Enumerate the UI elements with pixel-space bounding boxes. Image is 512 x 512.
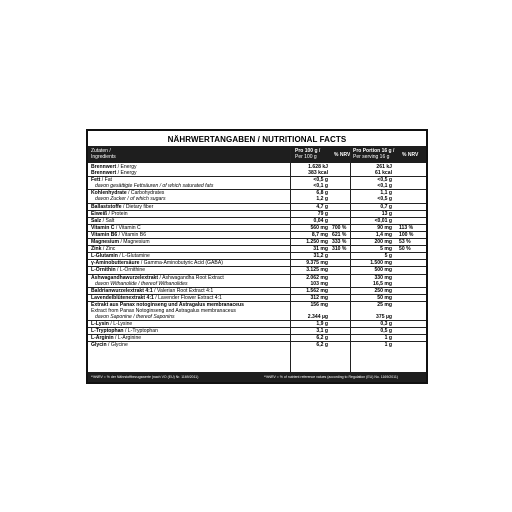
row-label-de: Ballaststoffe (91, 203, 122, 210)
column-divider (290, 146, 291, 372)
footer-note-en: *%NRV = % of nutrient reference values (according to Regulation (EU) No. 1169/2011) (264, 375, 398, 379)
row-label: Zink / Zinc (91, 246, 116, 253)
row-label: Ashwagandhawurzelextrakt / Ashwagandha Root Extract (91, 274, 224, 281)
row-label-en: L-Arginine (117, 335, 142, 342)
row-label-en: L-Lysine (113, 321, 133, 328)
value-per-100g: 6,8 g (316, 190, 328, 197)
row-label-de: davon Saponine (95, 314, 132, 321)
header-per100-de: Pro 100 g / (295, 148, 321, 154)
row-label-en: Magnesium (123, 239, 150, 246)
value-per-100g: 103 mg (310, 280, 328, 287)
header-nrv-100: % NRV (334, 152, 351, 158)
row-label-de: Extrakt aus Panax notoginseng und Astragalus membranaceus (91, 301, 244, 308)
row-label: Ballaststoffe / Dietary fiber (91, 203, 154, 210)
row-label-de: Brennwert (91, 170, 117, 177)
value-per-100g: 2.344 µg (307, 314, 328, 321)
value-per-100g: 1.628 kJ (308, 164, 328, 170)
row-label-en: Vitamin C (118, 224, 141, 231)
row-label-en: Zinc (105, 246, 116, 253)
value-per-100g: 383 kcal (308, 170, 328, 177)
value-per-100g: 3,1 g (316, 328, 328, 335)
column-divider (350, 146, 351, 372)
row-label-en: Valerian Root Extract 4:1 (156, 287, 214, 294)
row-label: Glycin / Glycine (91, 342, 128, 349)
table-row (88, 204, 426, 211)
value-per-serving: 0,5 g (380, 328, 392, 335)
table-header (88, 146, 426, 163)
header-ingredients (91, 148, 116, 160)
row-label-en: Lavender Flower Extract 4:1 (158, 294, 222, 301)
table-row (88, 260, 426, 267)
row-label: Brennwert / Energy (91, 164, 137, 170)
row-label-en: Vitamin B6 (121, 231, 147, 238)
row-label-de: L-Tryptophan (91, 328, 124, 335)
row-label-en: Glycine (110, 342, 128, 349)
row-label-en: Carbohydrates (130, 190, 165, 197)
row-label-de: Kohlenhydrate (91, 190, 127, 197)
nrv-per-100g: 333 % (332, 239, 347, 246)
nrv-per-serving: 50 % (399, 246, 411, 253)
row-label-en: thereof Saponins (136, 314, 175, 321)
nutrition-facts-label (86, 129, 428, 384)
value-per-serving: 200 mg (374, 239, 392, 246)
value-per-serving: 13 g (381, 210, 392, 217)
row-label: Baldrianwurzelextrakt 4:1 / Valerian Root Extract 4:1 (91, 287, 214, 294)
table-row (88, 281, 426, 288)
header-per100-en: Per 100 g (295, 154, 317, 160)
value-per-100g: 1,9 g (316, 321, 328, 328)
value-per-serving: 261 kJ (376, 164, 392, 170)
row-label-en: Energy (120, 170, 137, 177)
row-label-en: L-Tryptophan (127, 328, 158, 335)
row-label-de: Ashwagandhawurzelextrakt (91, 274, 159, 281)
value-per-100g: 31,2 g (313, 253, 328, 260)
row-label: Vitamin C / Vitamin C (91, 224, 141, 231)
row-label-de: Vitamin C (91, 224, 115, 231)
row-label-de: L-Ornithin (91, 267, 116, 274)
row-label-de: Baldrianwurzelextrakt 4:1 (91, 287, 153, 294)
value-per-serving: 50 mg (377, 294, 392, 301)
header-portion (353, 148, 394, 160)
value-per-100g: 156 mg (310, 301, 328, 308)
value-per-serving: <0,5 g (377, 196, 392, 203)
value-per-100g: 1,2 g (316, 196, 328, 203)
row-label-de: Zink (91, 246, 102, 253)
value-per-100g: 560 mg (310, 224, 328, 231)
row-label-de: Brennwert (91, 164, 117, 170)
value-per-serving: 1 g (384, 335, 392, 342)
table-row (88, 170, 426, 177)
value-per-100g: 1.562 mg (306, 287, 328, 294)
table-row (88, 218, 426, 225)
header-portion-en: Per serving 16 g (353, 154, 390, 160)
row-label-de: davon Withanolide (95, 280, 137, 287)
row-label: L-Ornithin / L-Ornithine (91, 267, 146, 274)
row-label-en: Protein (111, 210, 128, 217)
table-row (88, 232, 426, 239)
table-row (88, 328, 426, 335)
table-row (88, 196, 426, 203)
header-ingredients-en: Ingredients (91, 154, 116, 160)
row-label-de: davon gesättigte Fettsäuren (95, 183, 159, 190)
table-row (88, 183, 426, 190)
row-label-en: Dietary fiber (125, 203, 154, 210)
value-per-serving: 1.500 mg (370, 260, 392, 267)
header-portion-de: Pro Portion 16 g / (353, 148, 395, 154)
value-per-serving: 500 mg (374, 267, 392, 274)
footer-note-de: *%NRV = % der Nährstoffbezugswerte (nach VO (EU) Nr. 1169/2011) (91, 375, 199, 379)
header-ingredients-de: Zutaten / (91, 148, 111, 154)
row-label: Kohlenhydrate / Carbohydrates (91, 190, 165, 197)
row-label-en: thereof Withanolides (141, 280, 188, 287)
value-per-serving: 61 kcal (375, 170, 392, 177)
table-row (88, 335, 426, 342)
table-row (88, 314, 426, 321)
nrv-per-serving: 113 % (399, 224, 414, 231)
value-per-100g: 312 mg (310, 294, 328, 301)
nrv-per-100g: 700 % (332, 224, 347, 231)
table-row (88, 288, 426, 295)
row-label-en: Ashwagandha Root Extract (162, 274, 224, 281)
value-per-100g: 31 mg (313, 246, 328, 253)
footer-note (88, 372, 426, 382)
row-label-de: Eiweiß (91, 210, 108, 217)
value-per-100g: 1.250 mg (306, 239, 328, 246)
value-per-100g: 6,2 g (316, 335, 328, 342)
nrv-per-100g: 310 % (332, 246, 347, 253)
row-label-en: Energy (120, 164, 137, 170)
row-label-de: davon Zucker (95, 196, 126, 203)
row-label-en: Extract from Panax Notoginseng and Astragalus membranaceus (91, 307, 236, 314)
value-per-serving: 375 µg (376, 314, 392, 321)
row-label-en: Salt (105, 217, 115, 224)
value-per-100g: 79 g (317, 210, 328, 217)
value-per-serving: 0,7 g (380, 203, 392, 210)
value-per-serving: 1,1 g (380, 190, 392, 197)
value-per-100g: 0,04 g (313, 217, 328, 224)
value-per-serving: 330 mg (374, 274, 392, 281)
value-per-serving: <0,5 g (377, 177, 392, 184)
table-row (88, 211, 426, 218)
header-per100 (295, 148, 329, 160)
row-label: γ-Aminobuttersäure / Gamma-Aminobutyric Acid (GABA) (91, 260, 223, 267)
row-label-de: Lavendelblütenextrakt 4:1 (91, 294, 154, 301)
value-per-serving: 90 mg (377, 224, 392, 231)
row-label-de: Vitamin B6 (91, 231, 118, 238)
value-per-100g: 6,2 g (316, 342, 328, 349)
row-label-en: of which sugars (130, 196, 166, 203)
row-label: Lavendelblütenextrakt 4:1 / Lavender Flower Extract 4:1 (91, 294, 222, 301)
value-per-100g: 9.375 mg (306, 260, 328, 267)
value-per-serving: 25 mg (377, 301, 392, 308)
table-row (88, 253, 426, 260)
nrv-per-serving: 53 % (399, 239, 411, 246)
row-label: davon Zucker / of which sugars (95, 196, 166, 203)
row-label: L-Tryptophan / L-Tryptophan (91, 328, 158, 335)
row-label-en: L-Ornithine (119, 267, 146, 274)
row-label: davon Withanolide / thereof Withanolides (95, 280, 188, 287)
value-per-100g: 8,7 mg (311, 231, 328, 238)
row-label-de: Glycin (91, 342, 107, 349)
table-row (88, 295, 426, 302)
row-label-en: L-Glutamine (122, 253, 150, 260)
row-label-de: Salz (91, 217, 102, 224)
value-per-serving: <0,1 g (377, 183, 392, 190)
row-label: Eiweiß / Protein (91, 210, 128, 217)
table-row (88, 239, 426, 246)
value-per-100g: 4,7 g (316, 203, 328, 210)
value-per-100g: <0,5 g (313, 177, 328, 184)
row-label-de: L-Glutamin (91, 253, 118, 260)
row-label-en: of which saturated fats (162, 183, 214, 190)
row-label: davon Saponine / thereof Saponins (95, 314, 175, 321)
row-label-de: γ-Aminobuttersäure (91, 260, 140, 267)
row-label: Magnesium / Magnesium (91, 239, 150, 246)
row-label-en: Gamma-Aminobutyric Acid (GABA) (143, 260, 223, 267)
row-label-en: Fat (104, 177, 112, 184)
label-title: NÄHRWERTANGABEN / NUTRITIONAL FACTS (167, 133, 347, 144)
row-label-de: Magnesium (91, 239, 120, 246)
value-per-100g: 3.125 mg (306, 267, 328, 274)
value-per-serving: 5 g (384, 253, 392, 260)
nrv-per-100g: 621 % (332, 231, 347, 238)
row-label: L-Arginin / L-Arginine (91, 335, 142, 342)
table-row (88, 321, 426, 328)
row-label: Salz / Salt (91, 217, 115, 224)
nutrition-rows (88, 163, 426, 349)
row-label: Brennwert / Energy (91, 170, 137, 177)
row-label: Vitamin B6 / Vitamin B6 (91, 231, 147, 238)
table-row (88, 246, 426, 253)
row-label: Fett / Fat (91, 177, 112, 184)
row-label-de: Fett (91, 177, 101, 184)
table-row (88, 267, 426, 274)
value-per-serving: 1,4 mg (375, 231, 392, 238)
value-per-serving: <0,01 g (374, 217, 392, 224)
value-per-serving: 250 mg (374, 287, 392, 294)
table-row (88, 342, 426, 348)
nrv-per-serving: 100 % (399, 231, 414, 238)
row-label-de: L-Lysin (91, 321, 109, 328)
value-per-100g: 2.062 mg (306, 274, 328, 281)
value-per-serving: 5 mg (380, 246, 392, 253)
row-label: L-Lysin / L-Lysine (91, 321, 133, 328)
header-nrv-portion: % NRV (402, 152, 419, 158)
value-per-serving: 16,5 mg (373, 280, 392, 287)
table-row (88, 225, 426, 232)
value-per-serving: 0,3 g (380, 321, 392, 328)
row-label: davon gesättigte Fettsäuren / of which saturated fats (95, 183, 214, 190)
value-per-serving: 1 g (384, 342, 392, 349)
row-label: L-Glutamin / L-Glutamine (91, 253, 150, 260)
row-label-de: L-Arginin (91, 335, 114, 342)
value-per-100g: <0,1 g (313, 183, 328, 190)
